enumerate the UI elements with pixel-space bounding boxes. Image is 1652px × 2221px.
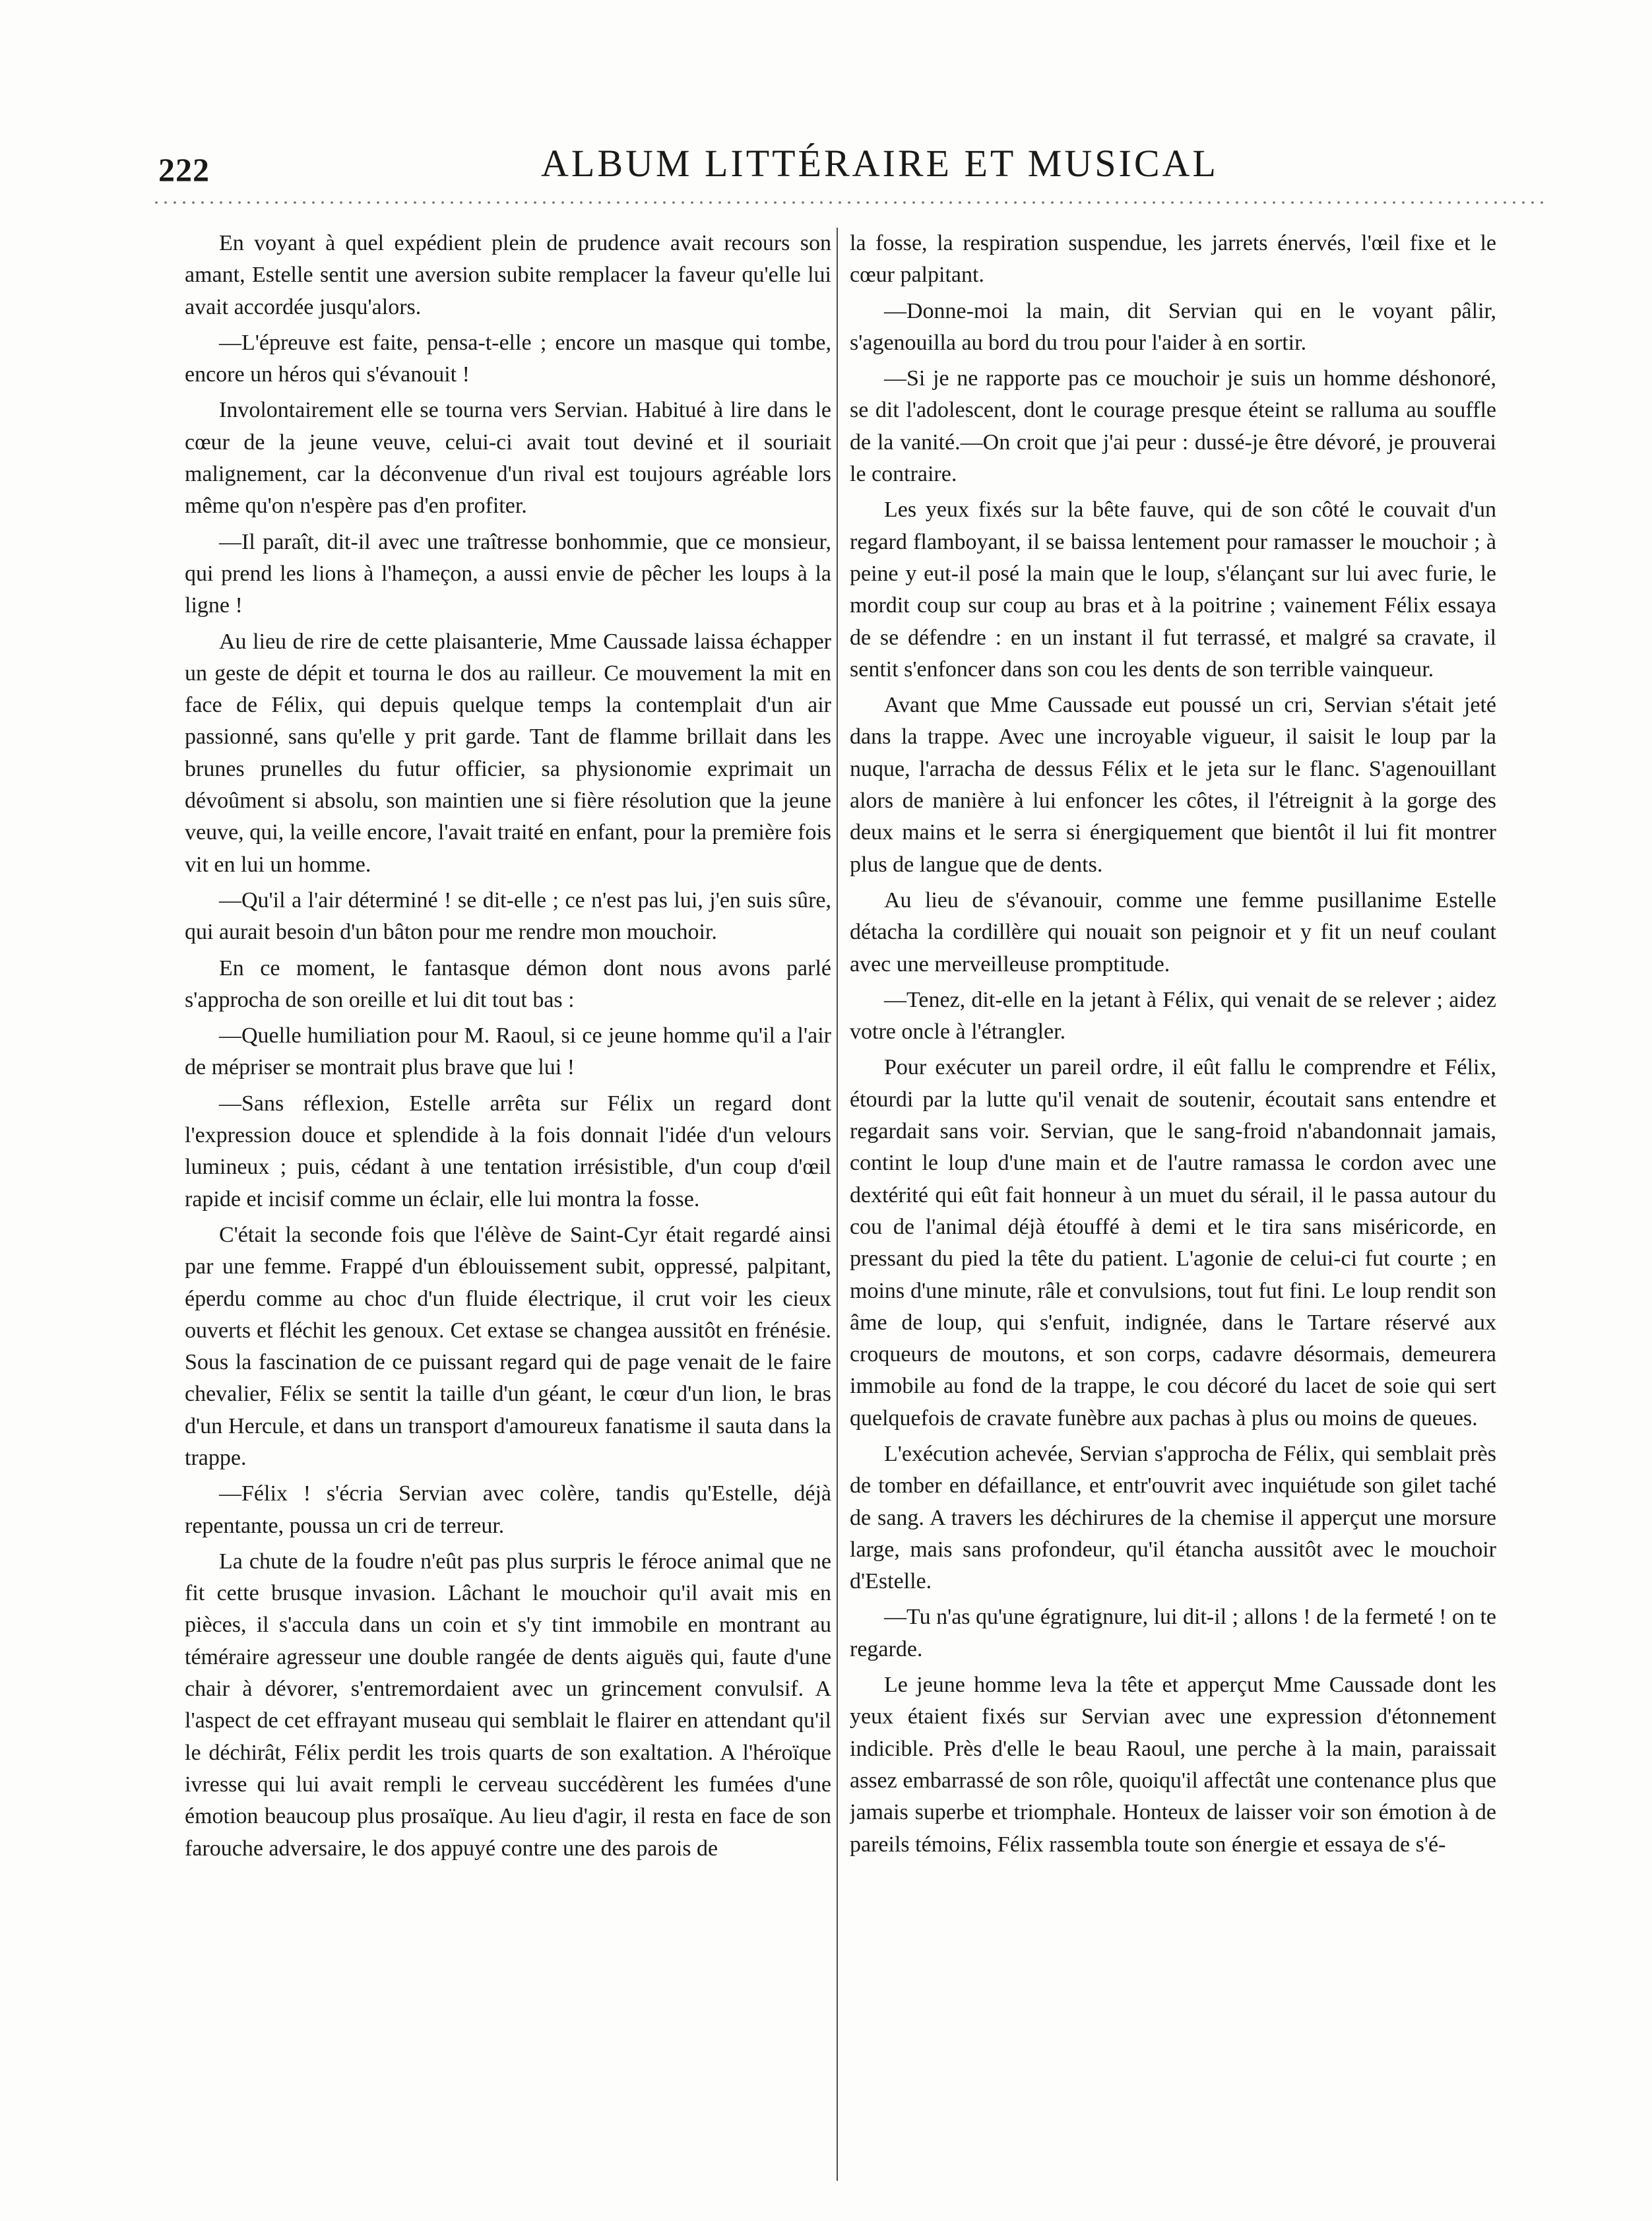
paragraph: —Quelle humiliation pour M. Raoul, si ce jeune homme qu'il a l'air de mépriser se montrait plus brave que lui ! xyxy=(185,1023,831,1080)
paragraph: La chute de la foudre n'eût pas plus surpris le féroce animal que ne fit cette brusque invasion. Lâchant le mouchoir qu'il avait mis en pièces, il s'accula dans un coin et s'y tint immobile en montrant au téméraire agresseur une double rangée de dents aiguës qui, faute d'une chair à dévorer, s'entremordaient avec un grincement convulsif. A l'aspect de cet effrayant museau qui semblait le flairer en attendant qu'il le déchirât, Félix perdit les trois quarts de son exaltation. A l'héroïque ivresse qui lui avait rempli le cerveau succédèrent les fumées d'une émotion beaucoup plus prosaïque. Au lieu d'agir, il resta en face de son farouche adversaire, le dos appuyé contre une des parois de xyxy=(185,1549,831,1861)
paragraph: Au lieu de rire de cette plaisanterie, Mme Caussade laissa échapper un geste de dépit et tourna le dos au railleur. Ce mouvement la mit en face de Félix, qui depuis quelque temps la contemplait d'un air passionné, sans qu'elle y prit garde. Tant de flamme brillait dans les brunes prunelles du futur officier, sa physionomie exprimait un dévoûment si absolu, son maintien une si fière résolution que la jeune veuve, qui, la veille encore, l'avait traité en enfant, pour la première fois vit en lui un homme. xyxy=(185,629,831,877)
page-header xyxy=(152,139,1544,198)
column-divider xyxy=(837,228,838,2181)
page-number: 222 xyxy=(158,151,210,188)
paragraph: —Tenez, dit-elle en la jetant à Félix, qui venait de se relever ; aidez votre oncle à l'étrangler. xyxy=(850,987,1496,1045)
paragraph: la fosse, la respiration suspendue, les jarrets énervés, l'œil fixe et le cœur palpitant. xyxy=(850,231,1496,288)
paragraph: —Sans réflexion, Estelle arrêta sur Félix un regard dont l'expression douce et splendide à la fois donnait l'idée d'un velours lumineux ; puis, cédant à une tentation irrésistible, d'un coup d'œil rapide et incisif comme un éclair, elle lui montra la fosse. xyxy=(185,1091,831,1211)
paragraph: Le jeune homme leva la tête et apperçut Mme Caussade dont les yeux étaient fixés sur Servian avec une expression d'étonnement indicible. Près d'elle le beau Raoul, une perche à la main, paraissait assez embarrassé de son rôle, quoiqu'il affectât une contenance plus que jamais superbe et triomphale. Honteux de laisser voir son émotion à de pareils témoins, Félix rassembla toute son énergie et essaya de s'é- xyxy=(850,1673,1496,1857)
paragraph: Pour exécuter un pareil ordre, il eût fallu le comprendre et Félix, étourdi par la lutte qu'il venait de soutenir, écoutait sans entendre et regardait sans voir. Servian, que le sang-froid n'abandonnait jamais, contint le loup d'une main et de l'autre ramassa le cordon avec une dextérité qui eût fait honneur à un muet du sérail, il le passa autour du cou de l'animal déjà étouffé à demi et le tira sans miséricorde, en pressant du pied la tête du patient. L'agonie de celui-ci fut courte ; en moins d'une minute, râle et convulsions, tout fut fini. Le loup rendit son âme de loup, qui s'enfuit, indignée, dans le Tartare réservé aux croqueurs de moutons, et son corps, cadavre désormais, demeurera immobile au fond de la trappe, le cou décoré du lacet de soie qui sert quelquefois de cravate funèbre aux pachas à plus ou moins de queues. xyxy=(850,1055,1496,1431)
paragraph: —Si je ne rapporte pas ce mouchoir je suis un homme déshonoré, se dit l'adolescent, dont le courage presque éteint se ralluma au souffle de la vanité.—On croit que j'ai peur : dussé-je être dévoré, je prouverai le contraire. xyxy=(850,366,1496,487)
paragraph: C'était la seconde fois que l'élève de Saint-Cyr était regardé ainsi par une femme. Frappé d'un éblouissement subit, oppressé, palpitant, éperdu comme au choc d'un fluide électrique, il crut voir les cieux ouverts et fléchit les genoux. Cet extase se changea aussitôt en frénésie. Sous la fascination de ce puissant regard qui de page venait de le faire chevalier, Félix se sentit la taille d'un géant, le cœur d'un lion, le bras d'un Hercule, et dans un transport d'amoureux fanatisme il sauta dans la trappe. xyxy=(185,1222,831,1470)
paragraph: Involontairement elle se tourna vers Servian. Habitué à lire dans le cœur de la jeune veuve, celui-ci avait tout deviné et il souriait malignement, car la déconvenue d'un rival est toujours agréable lors même qu'on n'espère pas d'en profiter. xyxy=(185,398,831,519)
paragraph: —Félix ! s'écria Servian avec colère, tandis qu'Estelle, déjà repentante, poussa un cri de terreur. xyxy=(185,1481,831,1538)
header-rule xyxy=(152,198,1544,207)
paragraph: —L'épreuve est faite, pensa-t-elle ; encore un masque qui tombe, encore un héros qui s'évanouit ! xyxy=(185,330,831,387)
paragraph: Les yeux fixés sur la bête fauve, qui de son côté le couvait d'un regard flamboyant, il se baissa lentement pour ramasser le mouchoir ; à peine y eut-il posé la main que le loup, s'élançant sur lui avec furie, le mordit coup sur coup au bras et à la poitrine ; vainement Félix essaya de se défendre : en un instant il fut terrassé, et malgré sa cravate, il sentit s'enfoncer dans son cou les dents de son terrible vainqueur. xyxy=(850,498,1496,682)
paragraph: En voyant à quel expédient plein de prudence avait recours son amant, Estelle sentit une aversion subite remplacer la faveur qu'elle lui avait accordée jusqu'alors. xyxy=(185,231,831,319)
left-column xyxy=(185,228,831,2174)
paragraph: En ce moment, le fantasque démon dont nous avons parlé s'approcha de son oreille et lui dit tout bas : xyxy=(185,955,831,1012)
paragraph: —Tu n'as qu'une égratignure, lui dit-il ; allons ! de la fermeté ! on te regarde. xyxy=(850,1605,1496,1661)
right-column xyxy=(850,228,1496,2174)
paragraph: —Il paraît, dit-il avec une traîtresse bonhommie, que ce monsieur, qui prend les lions à l'hameçon, a aussi envie de pêcher les loups à la ligne ! xyxy=(185,529,831,618)
paragraph: Avant que Mme Caussade eut poussé un cri, Servian s'était jeté dans la trappe. Avec une incroyable vigueur, il saisit le loup par la nuque, l'arracha de dessus Félix et le jeta sur le flanc. S'agenouillant alors de manière à lui enfoncer les côtes, il l'étreignit à la gorge des deux mains et le serra si énergiquement que bientôt il lui fit montrer plus de langue que de dents. xyxy=(850,693,1496,877)
paragraph: L'exécution achevée, Servian s'approcha de Félix, qui semblait près de tomber en défaillance, et entr'ouvrit avec inquiétude son gilet taché de sang. A travers les déchirures de la chemise il apperçut une morsure large, mais sans profondeur, qu'il étancha aussitôt avec le mouchoir d'Estelle. xyxy=(850,1441,1496,1594)
paragraph: —Qu'il a l'air déterminé ! se dit-elle ; ce n'est pas lui, j'en suis sûre, qui aurait besoin d'un bâton pour me rendre mon mouchoir. xyxy=(185,887,831,945)
running-title: ALBUM LITTÉRAIRE ET MUSICAL xyxy=(541,142,1219,185)
paragraph: —Donne-moi la main, dit Servian qui en le voyant pâlir, s'agenouilla au bord du trou pour l'aider à en sortir. xyxy=(850,298,1496,355)
paragraph: Au lieu de s'évanouir, comme une femme pusillanime Estelle détacha la cordillère qui nouait son peignoir et y fit un neuf coulant avec une merveilleuse promptitude. xyxy=(850,887,1496,977)
